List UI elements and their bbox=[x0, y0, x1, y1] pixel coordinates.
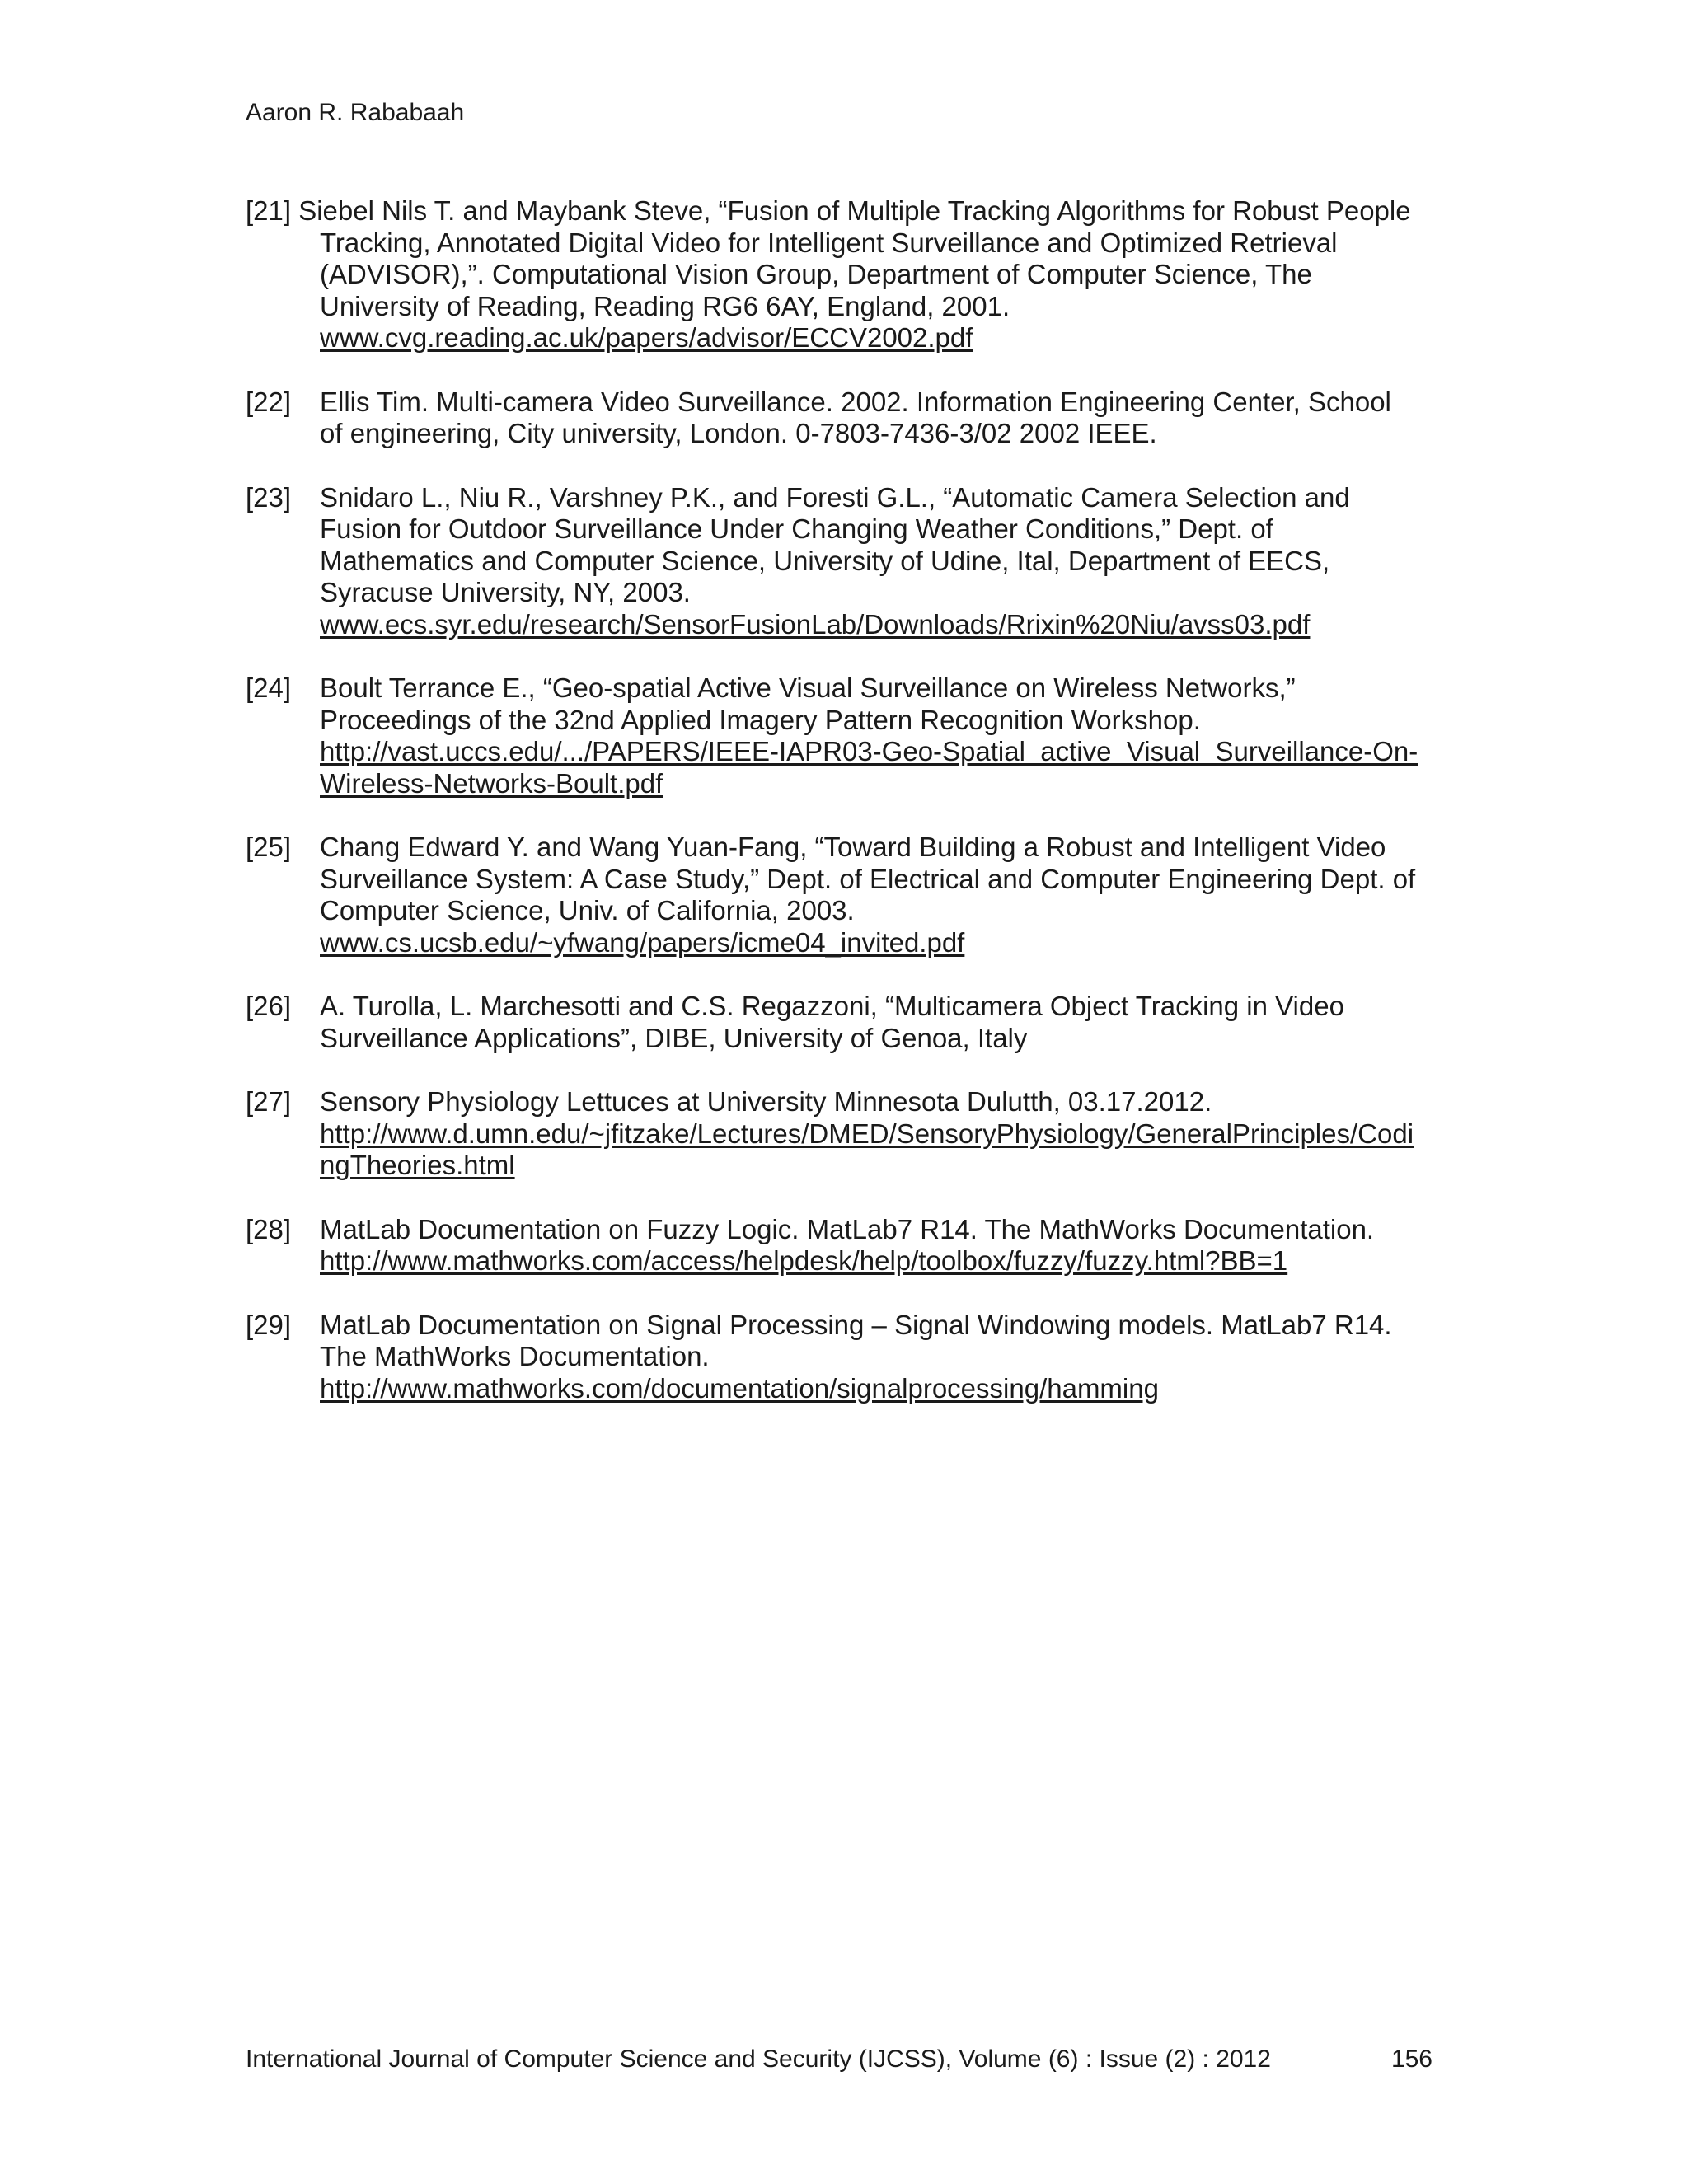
reference-number: [21] bbox=[246, 195, 292, 226]
reference-text: Ellis Tim. Multi-camera Video Surveillance. 2002. Information Engineering Center, School bbox=[320, 386, 1391, 417]
reference-text: Proceedings of the 32nd Applied Imagery Pattern Recognition Workshop. bbox=[320, 704, 1201, 735]
reference-link[interactable]: www.cvg.reading.ac.uk/papers/advisor/ECCV2002.pdf bbox=[320, 322, 973, 353]
reference-text: The MathWorks Documentation. bbox=[320, 1341, 710, 1371]
reference-text: Surveillance Applications”, DIBE, University of Genoa, Italy bbox=[320, 1022, 1028, 1053]
reference-29 bbox=[246, 1310, 1432, 1405]
reference-24 bbox=[246, 673, 1432, 799]
reference-28 bbox=[246, 1214, 1432, 1277]
journal-citation: International Journal of Computer Science and Security (IJCSS), Volume (6) : Issue (2) : 2012 bbox=[246, 2046, 1271, 2073]
reference-link[interactable]: http://www.mathworks.com/documentation/signalprocessing/hamming bbox=[320, 1372, 1159, 1404]
reference-text: (ADVISOR),”. Computational Vision Group, Department of Computer Science, The bbox=[320, 259, 1312, 289]
reference-text: Siebel Nils T. and Maybank Steve, “Fusion of Multiple Tracking Algorithms for Robust People bbox=[298, 195, 1411, 226]
reference-text: University of Reading, Reading RG6 6AY, England, 2001. bbox=[320, 290, 1010, 321]
reference-number: [26] bbox=[246, 991, 292, 1021]
reference-text: A. Turolla, L. Marchesotti and C.S. Regazzoni, “Multicamera Object Tracking in Video bbox=[320, 991, 1344, 1021]
reference-text: of engineering, City university, London. 0-7803-7436-3/02 2002 IEEE. bbox=[320, 418, 1157, 448]
running-head-author: Aaron R. Rababaah bbox=[246, 99, 465, 126]
reference-23 bbox=[246, 482, 1432, 641]
reference-25 bbox=[246, 832, 1432, 958]
page-footer bbox=[246, 2044, 1432, 2075]
reference-text: Computer Science, Univ. of California, 2003. bbox=[320, 895, 855, 926]
reference-number: [23] bbox=[246, 481, 292, 513]
reference-21-first-line bbox=[246, 195, 1432, 227]
reference-number: [27] bbox=[246, 1086, 292, 1117]
reference-26 bbox=[246, 991, 1432, 1054]
reference-text: Mathematics and Computer Science, University of Udine, Ital, Department of EECS, bbox=[320, 545, 1330, 576]
reference-text: Boult Terrance E., “Geo-spatial Active Visual Surveillance on Wireless Networks,” bbox=[320, 673, 1296, 703]
reference-number: [24] bbox=[246, 673, 292, 703]
reference-21 bbox=[246, 195, 1432, 354]
reference-list bbox=[246, 195, 1432, 1436]
reference-link[interactable]: Wireless-Networks-Boult.pdf bbox=[320, 767, 663, 799]
reference-27 bbox=[246, 1086, 1432, 1182]
reference-number: [22] bbox=[246, 386, 292, 417]
reference-link[interactable]: ngTheories.html bbox=[320, 1150, 515, 1180]
reference-link[interactable]: http://www.d.umn.edu/~jfitzake/Lectures/DMED/SensoryPhysiology/GeneralPrinciples/Codi bbox=[320, 1118, 1414, 1149]
reference-text: MatLab Documentation on Signal Processing – Signal Windowing models. MatLab7 R14. bbox=[320, 1309, 1392, 1340]
reference-text: Snidaro L., Niu R., Varshney P.K., and Foresti G.L., “Automatic Camera Selection and bbox=[320, 481, 1350, 513]
reference-link[interactable]: http://vast.uccs.edu/.../PAPERS/IEEE-IAPR03-Geo-Spatial_active_Visual_Surveillance-On- bbox=[320, 736, 1418, 766]
reference-text: Sensory Physiology Lettuces at University Minnesota Dulutth, 03.17.2012. bbox=[320, 1086, 1212, 1117]
reference-text: MatLab Documentation on Fuzzy Logic. MatLab7 R14. The MathWorks Documentation. bbox=[320, 1213, 1375, 1244]
reference-link[interactable]: http://www.mathworks.com/access/helpdesk/help/toolbox/fuzzy/fuzzy.html?BB=1 bbox=[320, 1245, 1288, 1276]
reference-text: Chang Edward Y. and Wang Yuan-Fang, “Toward Building a Robust and Intelligent Video bbox=[320, 832, 1386, 862]
reference-number: [28] bbox=[246, 1213, 292, 1244]
page-number: 156 bbox=[1390, 2046, 1432, 2073]
reference-text: Surveillance System: A Case Study,” Dept. of Electrical and Computer Engineering Dept. of bbox=[320, 863, 1416, 894]
reference-text: Fusion for Outdoor Surveillance Under Changing Weather Conditions,” Dept. of bbox=[320, 513, 1273, 544]
reference-22 bbox=[246, 387, 1432, 450]
reference-number: [25] bbox=[246, 832, 292, 862]
reference-number: [29] bbox=[246, 1309, 292, 1340]
reference-text: Tracking, Annotated Digital Video for Intelligent Surveillance and Optimized Retrieval bbox=[320, 227, 1338, 258]
reference-text: Syracuse University, NY, 2003. bbox=[320, 577, 691, 607]
reference-link[interactable]: www.cs.ucsb.edu/~yfwang/papers/icme04_invited.pdf bbox=[320, 926, 965, 958]
reference-link[interactable]: www.ecs.syr.edu/research/SensorFusionLab/Downloads/Rrixin%20Niu/avss03.pdf bbox=[320, 608, 1311, 640]
